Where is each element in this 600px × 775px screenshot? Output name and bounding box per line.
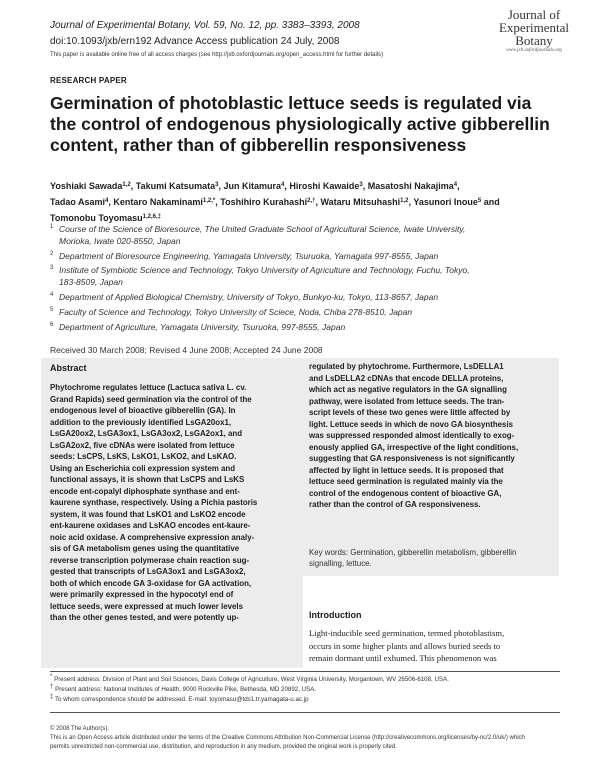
abstract-line: enously applied GA, irrespective of the light conditions, xyxy=(309,442,519,452)
author-name: Masatoshi Nakajima xyxy=(367,181,454,191)
affiliation-number: 2 xyxy=(50,251,54,257)
journal-citation: Journal of Experimental Botany, Vol. 59, No. 12, pp. 3383–3393, 2008 xyxy=(50,20,360,31)
license-divider xyxy=(50,712,560,713)
affiliation xyxy=(50,264,560,288)
logo-line-2: Experimental xyxy=(498,20,570,35)
abstract-line: affected by light in lettuce seeds. It is proposed that xyxy=(309,465,504,475)
author-sup: 4 xyxy=(280,182,285,188)
affiliation-number: 1 xyxy=(50,224,54,230)
author-name: Takumi Katsumata xyxy=(135,181,216,191)
doi-line: doi:10.1093/jxb/ern192 Advance Access publication 24 July, 2008 xyxy=(50,36,340,47)
abstract-line: script levels of these two genes were little affected by xyxy=(309,408,511,417)
author-sup: 1,2 xyxy=(122,182,131,188)
footnote xyxy=(50,695,309,704)
author-sup: 1,2,* xyxy=(202,198,216,204)
abstract-line: endogenous level of bioactive gibberellin (GA). In xyxy=(50,406,236,415)
license-line: This is an Open Access article distributed under the terms of the Creative Commons Attribution Non-Commercial License (http://creativecommons.org/licenses/by-nc/2.0/uk/) which xyxy=(50,735,525,741)
introduction-body xyxy=(309,627,504,665)
abstract-line: Using an Escherichia coli expression system and xyxy=(50,463,236,473)
affiliation-text: Institute of Symbiotic Science and Technology, Tokyo University of Agriculture and Technology, Fuchu, Tokyo, xyxy=(59,265,470,275)
affiliation-text: Department of Bioresource Engineering, Yamagata University, Tsuruoka, Yamagata 997-8555, Japan xyxy=(59,251,439,261)
abstract-line: was suppressed responded almost identically to exog- xyxy=(309,431,515,440)
author-name: Yasunori Inoue xyxy=(413,197,478,207)
copyright-line: © 2008 The Author(s). xyxy=(50,726,110,732)
affiliation-text: Department of Applied Biological Chemistry, University of Tokyo, Bunkyo-ku, Tokyo, 113-8657, Japan xyxy=(59,292,439,302)
abstract-line: rather than the control of GA responsiveness. xyxy=(309,500,481,509)
abstract-line: control of the endogenous content of bioactive GA, xyxy=(309,488,502,498)
abstract-line: reverse transcription polymerase chain reaction sug- xyxy=(50,555,250,565)
footnote xyxy=(50,685,316,694)
license-line: permits unrestricted non-commercial use, distribution, and reproduction in any medium, provided the original work is properly cited. xyxy=(50,744,397,750)
abstract-left-column xyxy=(50,382,257,624)
abstract-line: suggesting that GA responsiveness is not significantly xyxy=(309,454,515,463)
footnote xyxy=(50,675,449,684)
title-line: content, rather than of gibberellin responsiveness xyxy=(50,135,467,155)
introduction-line: Light-inducible seed germination, termed photoblastism, xyxy=(309,628,505,638)
keywords-line: Key words: Germination, gibberellin metabolism, gibberellin xyxy=(309,548,517,557)
affiliation-text: Faculty of Science and Technology, Tokyo University of Sciece, Noda, Chiba 278-8510, Japan xyxy=(59,307,413,317)
journal-logo xyxy=(484,8,584,55)
keywords-line: signalling, lettuce. xyxy=(309,559,372,568)
footnote-text: Present address: Division of Plant and Soil Sciences, Davis College of Agriculture, West Virginia University, Morgantown, WV 26506-6108, USA. xyxy=(54,676,449,683)
affiliation-number: 4 xyxy=(50,292,54,298)
title-line: the control of endogenous physiologically active gibberellin xyxy=(50,114,550,134)
abstract-line: ent-kaurene oxidases and LsKAO encodes ent-kaure- xyxy=(50,521,251,530)
footnote-mark: ‡ xyxy=(50,694,54,700)
affiliation xyxy=(50,321,560,333)
author-list: Yoshiaki Sawada$^{1,2}$, Takumi Katsumata$^3$, Jun Kitamura$^4$, Hiroshi Kawaide$^3$, Masatoshi Nakajima$^4$, Tadao Asami$^4$, Kentaro Nakaminami$^{1,2,*}$, Toshihiro Kurahashi$^{2,\dagger}$, Wataru Mitsuhashi$^{1,2}$, Yasunori Inoue$^5$ and Tomonobu Toyomasu$^{1,2,6,\ddagger}$ xyxy=(50,181,500,223)
abstract-line: kaurene synthase, respectively. Using a Pichia pastoris xyxy=(50,498,258,507)
affiliation-number: 5 xyxy=(50,307,54,313)
affiliation-number: 3 xyxy=(50,265,54,271)
footnote-mark: † xyxy=(50,684,54,690)
footnote-text: Present address: National Institutes of Health, 9000 Rockville Pike, Bethesda, MD 20892, USA. xyxy=(55,686,317,693)
author-name: Tadao Asami xyxy=(50,197,106,207)
footnote-divider xyxy=(50,671,560,672)
abstract-line: both of which encode GA 3-oxidase for GA activation, xyxy=(50,578,252,588)
affiliation-text: 183-8509, Japan xyxy=(59,277,123,287)
affiliation xyxy=(50,250,560,262)
abstract-line: regulated by phytochrome. Furthermore, LsDELLA1 xyxy=(309,362,504,371)
author-sup: 3 xyxy=(215,182,219,188)
author-name: Kentaro Nakaminami xyxy=(113,197,203,207)
abstract-line: gested that transcripts of LsGA3ox1 and LsGA3ox2, xyxy=(50,567,246,576)
abstract-line: than the other genes tested, and were potently up- xyxy=(50,613,239,622)
author-name: Yoshiaki Sawada xyxy=(50,181,123,191)
received-dates: Received 30 March 2008; Revised 4 June 2008; Accepted 24 June 2008 xyxy=(50,345,323,355)
logo-line-3: Botany xyxy=(515,33,553,48)
abstract-line: which act as negative regulators in the GA signalling xyxy=(309,385,507,394)
introduction-line: occurs in some higher plants and allows buried seeds to xyxy=(309,640,501,651)
introduction-line: remain dormant until exhumed. This phenomenon was xyxy=(309,653,497,663)
abstract-line: light. Lettuce seeds in which de novo GA biosynthesis xyxy=(309,419,514,429)
keywords xyxy=(309,547,554,569)
affiliation-text: Department of Agriculture, Yamagata University, Tsuruoka, 997-8555, Japan xyxy=(59,322,346,332)
abstract-line: Grand Rapids) seed germination via the control of the xyxy=(50,394,252,404)
author-sup: 2,† xyxy=(307,198,316,204)
abstract-right-column xyxy=(309,361,518,511)
footnote-text: To whom correspondence should be addressed. E-mail: toyomasu@tds1.tr.yamagata-u.ac.jp xyxy=(54,696,309,703)
affiliation-text: Course of the Science of Bioresource, The United Graduate School of Agricultural Science, Iwate University, xyxy=(59,224,466,234)
author-sup: 4 xyxy=(453,182,458,188)
abstract-line: seeds: LsCPS, LsKS, LsKO1, LsKO2, and LsKAO. xyxy=(50,452,237,461)
affiliation xyxy=(50,291,560,303)
section-label: RESEARCH PAPER xyxy=(50,76,127,85)
license-block xyxy=(50,725,525,752)
abstract-line: addition to the previously identified LsGA20ox1, xyxy=(50,417,232,427)
author-name: Toshihiro Kurahashi xyxy=(220,197,308,207)
abstract-line: system, it was found that LsKO1 and LsKO2 encode xyxy=(50,509,246,519)
affiliation xyxy=(50,306,560,318)
open-access-note: This paper is available online free of all access charges (see http://jxb.oxfordjournals.org/open_access.html for further details) xyxy=(50,52,384,58)
abstract-line: were primarily expressed in the hypocotyl end of xyxy=(50,590,234,599)
abstract-line: and LsDELLA2 cDNAs that encode DELLA proteins, xyxy=(309,373,504,383)
author-name: Hiroshi Kawaide xyxy=(289,181,360,191)
affiliation-text: Morioka, Iwate 020-8550, Japan xyxy=(59,236,181,246)
paper-title xyxy=(50,93,570,156)
title-line: Germination of photoblastic lettuce seeds is regulated via xyxy=(50,93,532,113)
affiliation xyxy=(50,223,560,247)
author-sup: 4 xyxy=(105,198,109,204)
author-sup: 5 xyxy=(477,198,482,204)
author-name: Tomonobu Toyomasu xyxy=(50,213,143,223)
introduction-heading: Introduction xyxy=(309,610,362,620)
logo-line-1: Journal of xyxy=(507,7,561,22)
abstract-line: encode ent-copalyl diphosphate synthase and ent- xyxy=(50,486,240,496)
footnote-mark: * xyxy=(50,674,53,680)
affiliation-number: 6 xyxy=(50,322,54,328)
abstract-line: lettuce seeds, were expressed at much lower levels xyxy=(50,601,243,611)
author-sup: 1,2,6,‡ xyxy=(142,214,162,220)
author-sup: 3 xyxy=(359,182,363,188)
abstract-heading: Abstract xyxy=(50,363,87,373)
author-sup: 1,2 xyxy=(400,198,409,204)
logo-url: www.jxb.oxfordjournals.org xyxy=(506,48,562,53)
abstract-line: lettuce seed germination is regulated mainly via the xyxy=(309,477,503,486)
abstract-line: Phytochrome regulates lettuce (Lactuca sativa L. cv. xyxy=(50,383,247,392)
author-name: Jun Kitamura xyxy=(223,181,281,191)
abstract-line: noic acid oxidase. A comprehensive expression analy- xyxy=(50,532,255,542)
abstract-line: LsGA20ox2, LsGA3ox1, LsGA3ox2, LsGA2ox1, and xyxy=(50,429,243,438)
abstract-line: pathway, were isolated from lettuce seeds. The tran- xyxy=(309,396,505,406)
abstract-line: LsGA2ox2, five cDNAs were isolated from lettuce xyxy=(50,440,235,450)
author-name: Wataru Mitsuhashi xyxy=(320,197,401,207)
abstract-line: sis of GA metabolism genes using the quantitative xyxy=(50,544,240,553)
abstract-line: functional assays, it is shown that LsCPS and LsKS xyxy=(50,475,245,484)
